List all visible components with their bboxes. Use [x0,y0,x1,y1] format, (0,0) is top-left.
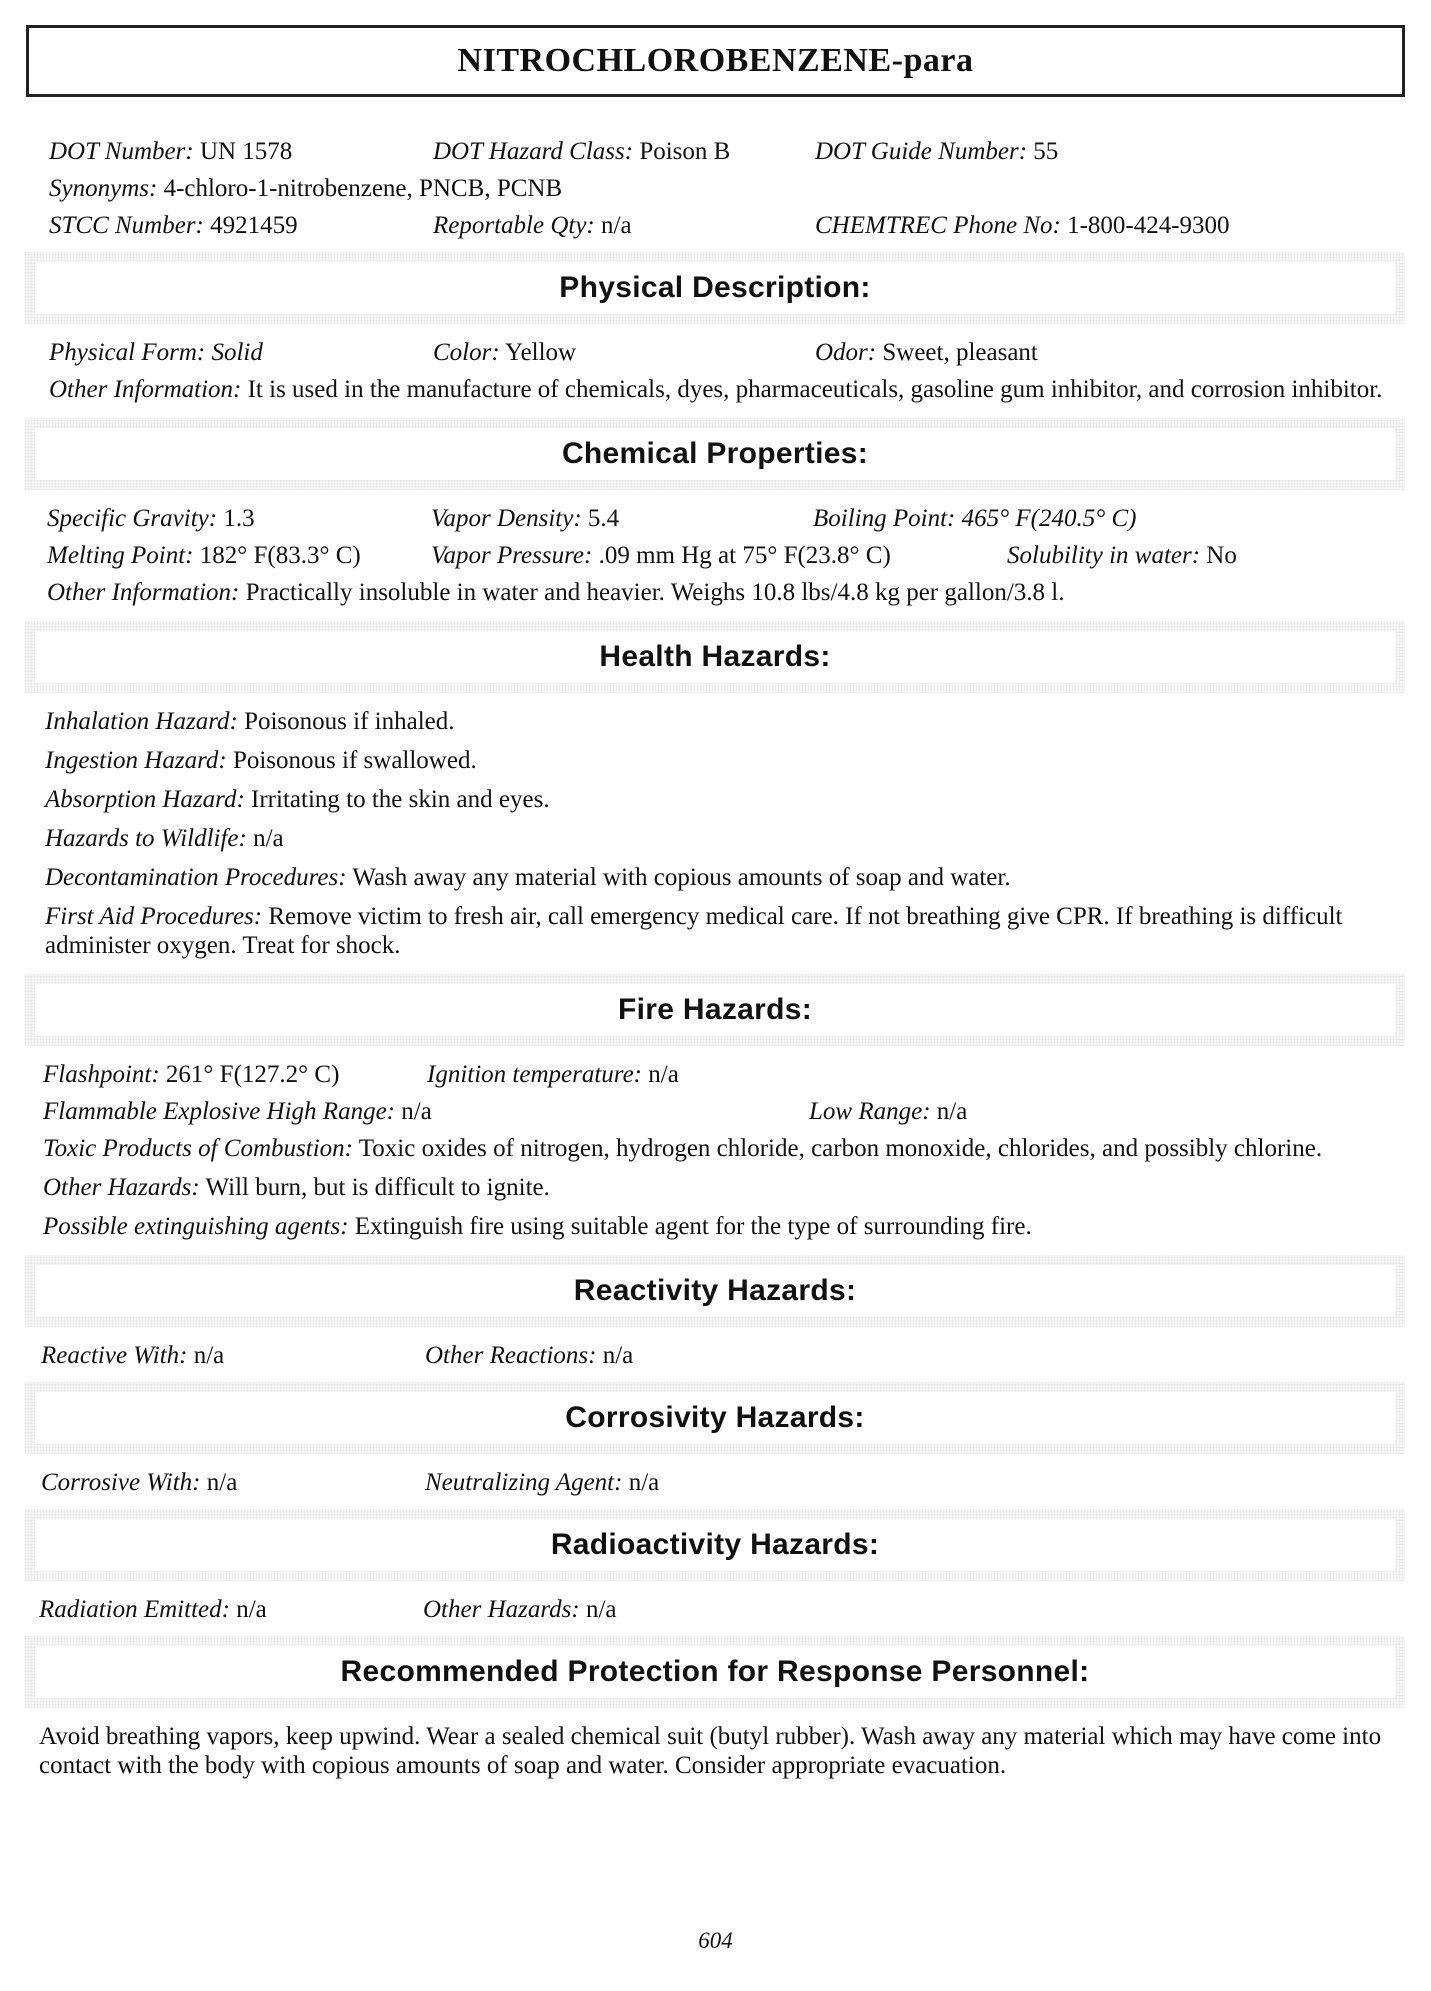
radiation-emitted-value: n/a [236,1596,267,1623]
melting-point-value: 182° F(83.3° C) [199,542,361,569]
physical-other-label: Other Information: [49,376,242,403]
reactivity-row [41,1337,1405,1374]
chemtrec-value: 1-800-424-9300 [1067,212,1230,239]
other-reactions-label: Other Reactions: [425,1342,597,1369]
extinguishing-value: Extinguish fire using suitable agent for the type of surrounding fire. [354,1213,1032,1240]
odor-value: Sweet, pleasant [882,339,1038,366]
protection-section-header [25,1636,1405,1708]
reactive-with-value: n/a [193,1342,225,1369]
radio-other-hazards-value: n/a [585,1596,617,1623]
vapor-pressure-label: Vapor Pressure: [431,542,593,569]
ignition-label: Ignition temperature: [427,1061,643,1088]
physical-other-info [49,371,1405,410]
other-hazards-value: Will burn, but is difficult to ignite. [205,1174,550,1201]
other-reactions-value: n/a [602,1342,634,1369]
fire-item [43,1169,1405,1208]
first-aid-value: Remove victim to fresh air, call emergency medical care. If not breathing give CPR. If breathing is difficult administer oxygen. Treat for shock. [45,903,1343,959]
vapor-pressure-value: .09 mm Hg at 75° F(23.8° C) [598,542,891,569]
ingestion-label: Ingestion Hazard: [45,747,227,774]
low-range-value: n/a [936,1098,968,1125]
health-heading: Health Hazards: [599,640,831,673]
id-row-1 [49,133,1405,170]
health-item [45,859,1405,898]
fire-section-header [25,974,1405,1046]
toxic-products-value: Toxic oxides of nitrogen, hydrogen chloride, carbon monoxide, chlorides, and possibly chlorine. [358,1135,1323,1162]
specific-gravity-value: 1.3 [223,505,255,532]
chemical-section-header [25,418,1405,490]
corrosive-with-value: n/a [206,1469,238,1496]
dot-hazard-class-label: DOT Hazard Class: [433,138,634,165]
toxic-products-label: Toxic Products of Combustion: [43,1135,353,1162]
dot-guide-label: DOT Guide Number: [815,138,1028,165]
decontamination-value: Wash away any material with copious amounts of soap and water. [352,864,1011,891]
reportable-qty-label: Reportable Qty: [433,212,595,239]
neutralizing-agent-label: Neutralizing Agent: [425,1469,623,1496]
protection-text: Avoid breathing vapors, keep upwind. Wear a sealed chemical suit (butyl rubber). Wash away any material which may have come into contact with the body with copious amounts of soap and water. Consider appropriate evacuation. [39,1723,1382,1779]
physical-other-value: It is used in the manufacture of chemicals, dyes, pharmaceuticals, gasoline gum inhibitor, and corrosion inhibitor. [247,376,1383,403]
id-row-2 [49,170,1405,207]
chemical-row-2 [47,537,1405,574]
flashpoint-label: Flashpoint: [43,1061,160,1088]
dot-guide-value: 55 [1033,138,1059,165]
radio-other-hazards-label: Other Hazards: [423,1596,580,1623]
neutralizing-agent-value: n/a [628,1469,660,1496]
reactive-with-label: Reactive With: [41,1342,188,1369]
fire-row-2 [43,1093,1405,1130]
reportable-qty-value: n/a [601,212,632,239]
high-range-value: n/a [401,1098,432,1125]
health-item [45,898,1405,966]
health-list [45,703,1405,966]
synonyms-label: Synonyms: [49,175,158,202]
dot-hazard-class-value: Poison B [639,138,731,165]
wildlife-label: Hazards to Wildlife: [45,825,247,852]
page-number: 604 [698,1928,733,1953]
chemical-row-1 [47,500,1405,537]
health-item [45,781,1405,820]
solubility-value: No [1206,542,1237,569]
health-item [45,703,1405,742]
chemical-title: NITROCHLOROBENZENE-para [26,25,1405,97]
fire-item [43,1208,1405,1247]
fire-heading: Fire Hazards: [618,993,812,1026]
vapor-density-value: 5.4 [587,505,620,532]
vapor-density-label: Vapor Density: [431,505,582,532]
physical-heading: Physical Description: [559,271,871,304]
dot-number-value: UN 1578 [199,138,293,165]
physical-row [49,334,1405,371]
absorption-value: Irritating to the skin and eyes. [251,786,550,813]
corrosivity-row [41,1464,1405,1501]
id-row-3 [49,207,1405,244]
specific-gravity-label: Specific Gravity: [47,505,218,532]
health-item [45,820,1405,859]
fire-row-1 [43,1056,1405,1093]
physical-form-label: Physical Form: Solid [49,339,263,366]
health-item [45,742,1405,781]
flashpoint-value: 261° F(127.2° C) [165,1061,340,1088]
odor-label: Odor: [815,339,877,366]
inhalation-label: Inhalation Hazard: [45,708,238,735]
decontamination-label: Decontamination Procedures: [45,864,347,891]
color-label: Color: [433,339,500,366]
fire-list [43,1130,1405,1247]
low-range-label: Low Range: [809,1098,931,1125]
melting-point-label: Melting Point: [47,542,194,569]
boiling-point-label: Boiling Point: 465° F(240.5° C) [813,505,1137,532]
corrosive-with-label: Corrosive With: [41,1469,201,1496]
chemical-other-value: Practically insoluble in water and heavier. Weighs 10.8 lbs/4.8 kg per gallon/3.8 l. [245,579,1065,606]
physical-section-header [25,252,1405,324]
chemical-other-label: Other Information: [47,579,240,606]
solubility-label: Solubility in water: [1007,542,1201,569]
radiation-emitted-label: Radiation Emitted: [39,1596,230,1623]
radioactivity-heading: Radioactivity Hazards: [550,1528,880,1561]
fire-item [43,1130,1405,1169]
high-range-label: Flammable Explosive High Range: [43,1098,395,1125]
corrosivity-heading: Corrosivity Hazards: [565,1401,865,1434]
stcc-label: STCC Number: [49,212,204,239]
other-hazards-label: Other Hazards: [43,1174,200,1201]
chemical-other-info [47,574,1405,613]
corrosivity-section-header [25,1382,1405,1454]
ignition-value: n/a [648,1061,679,1088]
protection-heading: Recommended Protection for Response Personnel: [340,1655,1090,1688]
synonyms-value: 4-chloro-1-nitrobenzene, PNCB, PCNB [163,175,563,202]
dot-number-label: DOT Number: [49,138,194,165]
inhalation-value: Poisonous if inhaled. [244,708,455,735]
wildlife-value: n/a [253,825,284,852]
reactivity-heading: Reactivity Hazards: [573,1274,857,1307]
radioactivity-row [39,1591,1405,1628]
chemical-heading: Chemical Properties: [561,437,869,470]
extinguishing-label: Possible extinguishing agents: [43,1213,349,1240]
ingestion-value: Poisonous if swallowed. [232,747,477,774]
reactivity-section-header [25,1255,1405,1327]
radioactivity-section-header [25,1509,1405,1581]
first-aid-label: First Aid Procedures: [45,903,263,930]
datasheet-page [25,25,1405,1786]
stcc-value: 4921459 [210,212,298,239]
health-section-header [25,621,1405,693]
chemtrec-label: CHEMTREC Phone No: [815,212,1061,239]
color-value: Yellow [505,339,577,366]
absorption-label: Absorption Hazard: [45,786,245,813]
